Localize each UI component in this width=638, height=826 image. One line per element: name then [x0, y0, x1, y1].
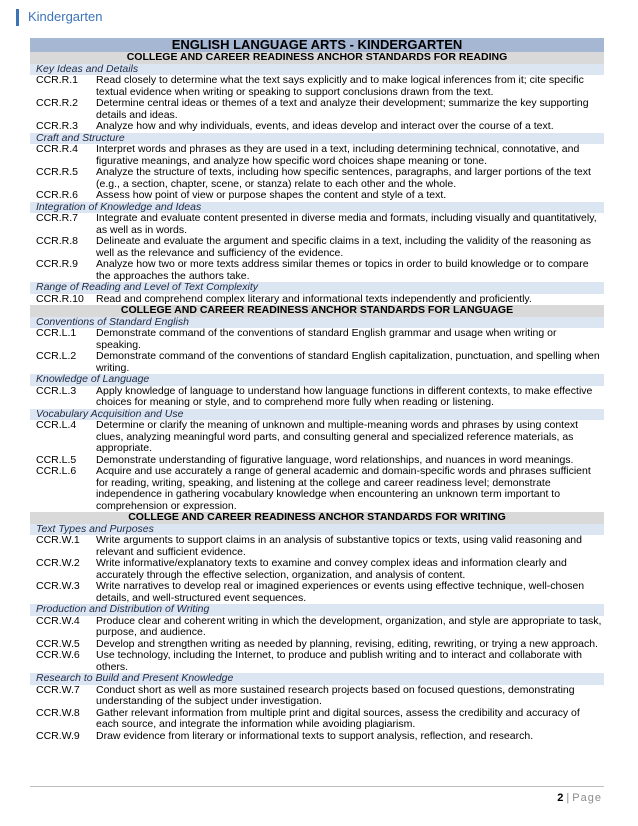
standard-code: CCR.R.7 [36, 212, 79, 224]
standards-table [30, 38, 604, 742]
standard-text: Conduct short as well as more sustained research projects based on focused questions, demonstrating understanding of the subject under investigation. [96, 683, 575, 707]
document-title: ENGLISH LANGUAGE ARTS - KINDERGARTEN [30, 38, 604, 52]
page-label: Page [572, 792, 602, 804]
standard-code: CCR.W.7 [36, 683, 80, 696]
running-header: Kindergarten [28, 9, 103, 24]
standard-text: Delineate and evaluate the argument and specific claims in a text, including the validity of the reasoning as well as the relevance and sufficiency of the evidence. [96, 235, 591, 259]
standard-text: Develop and strengthen writing as needed by planning, revising, editing, rewriting, or trying a new approach. [96, 637, 598, 650]
standard-text: Write informative/explanatory texts to examine and convey complex ideas and information clearly and accurately through the effective selection, organization, and analysis of content. [96, 557, 567, 581]
group-heading: Key Ideas and Details [30, 64, 604, 76]
standard-text: Analyze the structure of texts, including how specific sentences, paragraphs, and larger portions of the text (e.g., a section, chapter, scene, or stanza) relate to each other and the whole. [96, 166, 591, 190]
section-heading: COLLEGE AND CAREER READINESS ANCHOR STANDARDS FOR LANGUAGE [30, 305, 604, 317]
standard-row [30, 190, 604, 202]
standard-row [30, 535, 604, 558]
footer-divider [30, 786, 604, 787]
standard-row [30, 75, 604, 98]
page-number: 2 [557, 792, 564, 804]
standard-code: CCR.R.10 [36, 292, 84, 305]
standard-row [30, 144, 604, 167]
standard-code: CCR.W.1 [36, 534, 80, 546]
standard-code: CCR.R.1 [36, 74, 79, 86]
standard-code: CCR.L.6 [36, 465, 77, 477]
standard-text: Apply knowledge of language to understand how language functions in different contexts, to make effective choices for meaning or style, and to comprehend more fully when reading or listening. [96, 384, 593, 408]
standard-code: CCR.L.3 [36, 384, 77, 397]
sections-container [30, 52, 604, 742]
standard-text: Write arguments to support claims in an analysis of substantive topics or texts, using valid reasoning and relevant and sufficient evidence. [96, 534, 582, 558]
standard-text: Draw evidence from literary or informational texts to support analysis, reflection, and research. [96, 729, 534, 742]
standard-row [30, 650, 604, 673]
standard-text: Demonstrate command of the conventions of standard English grammar and usage when writing or speaking. [96, 327, 557, 351]
standard-row [30, 685, 604, 708]
standard-row [30, 167, 604, 190]
standard-code: CCR.L.1 [36, 327, 77, 339]
group-heading: Vocabulary Acquisition and Use [30, 409, 604, 421]
page-footer [557, 792, 602, 804]
standard-code: CCR.W.4 [36, 614, 80, 627]
standard-row [30, 558, 604, 581]
group-heading: Conventions of Standard English [30, 317, 604, 329]
section-heading: COLLEGE AND CAREER READINESS ANCHOR STANDARDS FOR WRITING [30, 512, 604, 524]
standard-code: CCR.R.2 [36, 97, 79, 109]
standard-text: Analyze how two or more texts address similar themes or topics in order to build knowledge or to compare the approaches the authors take. [96, 258, 589, 282]
standard-code: CCR.W.2 [36, 557, 80, 569]
standard-text: Demonstrate understanding of figurative language, word relationships, and nuances in word meanings. [96, 453, 574, 466]
group-heading: Text Types and Purposes [30, 524, 604, 536]
standard-text: Demonstrate command of the conventions of standard English capitalization, punctuation, and spelling when writing. [96, 350, 600, 374]
standard-code: CCR.R.6 [36, 189, 79, 201]
standard-row [30, 328, 604, 351]
footer-separator: | [566, 792, 570, 804]
standard-row [30, 98, 604, 121]
standard-text: Use technology, including the Internet, to produce and publish writing and to interact and collaborate with others. [96, 649, 583, 673]
standard-code: CCR.L.4 [36, 419, 77, 431]
standard-code: CCR.W.3 [36, 580, 80, 592]
standard-text: Analyze how and why individuals, events, and ideas develop and interact over the course of a text. [96, 120, 554, 132]
standard-text: Write narratives to develop real or imagined experiences or events using effective technique, well-chosen details, and well-structured event sequences. [96, 580, 585, 604]
group-heading: Integration of Knowledge and Ideas [30, 202, 604, 214]
standard-row [30, 420, 604, 455]
standard-text: Acquire and use accurately a range of general academic and domain-specific words and phrases sufficient for reading, writing, speaking, and listening at the college and career readiness level; demonstrate independence in gathering vocabulary knowledge when encountering an unknown term important to comprehension or expression. [96, 465, 591, 512]
standard-text: Produce clear and coherent writing in which the development, organization, and style are appropriate to task, purpose, and audience. [96, 614, 602, 638]
standard-row [30, 121, 604, 133]
standard-row [30, 708, 604, 731]
standard-code: CCR.R.9 [36, 258, 79, 270]
standard-code: CCR.L.5 [36, 453, 77, 466]
standard-row [30, 351, 604, 374]
group-heading: Range of Reading and Level of Text Complexity [30, 282, 604, 294]
standard-code: CCR.W.6 [36, 649, 80, 661]
standard-row [30, 731, 604, 743]
standard-code: CCR.R.4 [36, 143, 79, 155]
standard-text: Read closely to determine what the text says explicitly and to make logical inferences from it; cite specific textual evidence when writing or speaking to support conclusions drawn from the text. [96, 74, 584, 98]
standard-code: CCR.L.2 [36, 350, 77, 362]
group-heading: Production and Distribution of Writing [30, 604, 604, 616]
standard-code: CCR.W.8 [36, 706, 80, 719]
standard-code: CCR.W.5 [36, 637, 80, 650]
standard-text: Determine or clarify the meaning of unknown and multiple-meaning words and phrases by using context clues, analyzing meaningful word parts, and consulting general and specialized reference materials, as appropriate. [96, 419, 579, 454]
standard-text: Determine central ideas or themes of a text and analyze their development; summarize the key supporting details and ideas. [96, 97, 589, 121]
standard-code: CCR.R.5 [36, 166, 79, 178]
standard-text: Read and comprehend complex literary and informational texts independently and proficiently. [96, 292, 532, 305]
standard-code: CCR.R.3 [36, 120, 79, 132]
standard-text: Integrate and evaluate content presented in diverse media and formats, including visually and quantitatively, as well as in words. [96, 212, 597, 236]
standard-row [30, 466, 604, 512]
standard-code: CCR.R.8 [36, 235, 79, 247]
section-heading: COLLEGE AND CAREER READINESS ANCHOR STANDARDS FOR READING [30, 52, 604, 64]
standard-row [30, 294, 604, 306]
standard-row [30, 236, 604, 259]
group-heading: Research to Build and Present Knowledge [30, 673, 604, 685]
standard-row [30, 213, 604, 236]
standard-code: CCR.W.9 [36, 729, 80, 742]
standard-text: Assess how point of view or purpose shapes the content and style of a text. [96, 189, 447, 201]
standard-text: Interpret words and phrases as they are used in a text, including determining technical, connotative, and figurative meanings, and analyze how specific word choices shape meaning or tone. [96, 143, 580, 167]
header-accent-bar [16, 9, 19, 26]
standard-row [30, 386, 604, 409]
standard-row [30, 616, 604, 639]
standard-row [30, 581, 604, 604]
standard-row [30, 259, 604, 282]
standard-text: Gather relevant information from multiple print and digital sources, assess the credibility and accuracy of each source, and integrate the information while avoiding plagiarism. [96, 706, 580, 730]
group-heading: Craft and Structure [30, 133, 604, 145]
group-heading: Knowledge of Language [30, 374, 604, 386]
